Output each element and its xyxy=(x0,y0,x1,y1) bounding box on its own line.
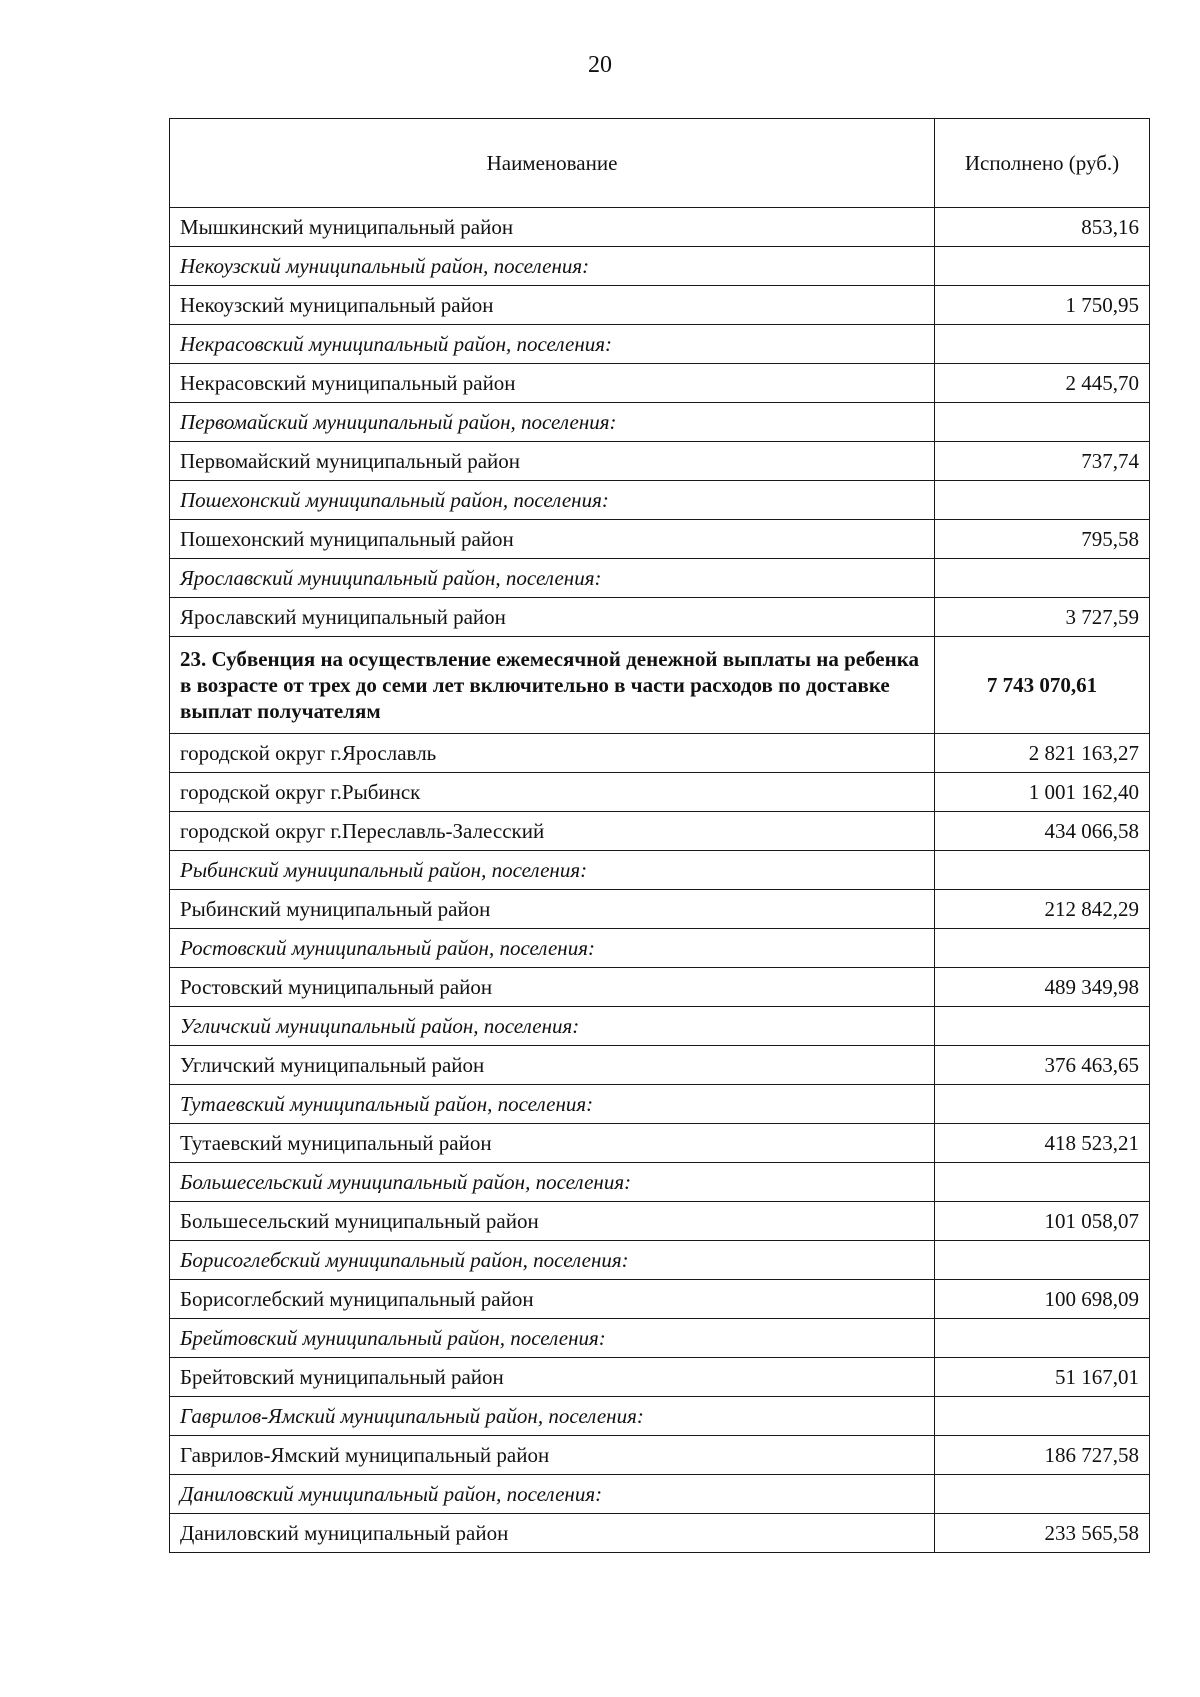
row-name: Ростовский муниципальный район xyxy=(170,968,935,1007)
row-value: 51 167,01 xyxy=(935,1358,1150,1397)
row-value xyxy=(935,929,1150,968)
table-row xyxy=(170,1358,1150,1397)
row-name: городской округ г.Ярославль xyxy=(170,734,935,773)
row-name: Некрасовский муниципальный район xyxy=(170,364,935,403)
table-row xyxy=(170,520,1150,559)
budget-table xyxy=(169,118,1150,1553)
row-value: 376 463,65 xyxy=(935,1046,1150,1085)
row-value xyxy=(935,247,1150,286)
row-value xyxy=(935,325,1150,364)
row-name: Пошехонский муниципальный район xyxy=(170,520,935,559)
table-body xyxy=(170,208,1150,1553)
row-value: 7 743 070,61 xyxy=(935,637,1150,734)
table-row xyxy=(170,1280,1150,1319)
row-value: 853,16 xyxy=(935,208,1150,247)
row-name: Некоузский муниципальный район, поселения: xyxy=(170,247,935,286)
table-row xyxy=(170,773,1150,812)
group-row xyxy=(170,403,1150,442)
group-row xyxy=(170,1085,1150,1124)
row-value xyxy=(935,1241,1150,1280)
row-value: 2 445,70 xyxy=(935,364,1150,403)
table-row xyxy=(170,1124,1150,1163)
row-name: Тутаевский муниципальный район, поселения: xyxy=(170,1085,935,1124)
row-value: 3 727,59 xyxy=(935,598,1150,637)
group-row xyxy=(170,559,1150,598)
header-value: Исполнено (руб.) xyxy=(935,119,1150,208)
row-value: 737,74 xyxy=(935,442,1150,481)
row-name: Даниловский муниципальный район, поселения: xyxy=(170,1475,935,1514)
row-name: Большесельский муниципальный район xyxy=(170,1202,935,1241)
row-name: Борисоглебский муниципальный район xyxy=(170,1280,935,1319)
row-value xyxy=(935,1007,1150,1046)
row-value xyxy=(935,481,1150,520)
row-name: Некоузский муниципальный район xyxy=(170,286,935,325)
row-value xyxy=(935,403,1150,442)
group-row xyxy=(170,1241,1150,1280)
row-value: 1 001 162,40 xyxy=(935,773,1150,812)
row-name: Пошехонский муниципальный район, поселения: xyxy=(170,481,935,520)
row-name: Ярославский муниципальный район xyxy=(170,598,935,637)
row-name: 23. Субвенция на осуществление ежемесячной денежной выплаты на ребенка в возрасте от трех до семи лет включительно в части расходов по доставке выплат получателям xyxy=(170,637,935,734)
row-name: Угличский муниципальный район xyxy=(170,1046,935,1085)
group-row xyxy=(170,1475,1150,1514)
row-value: 100 698,09 xyxy=(935,1280,1150,1319)
row-name: Рыбинский муниципальный район, поселения: xyxy=(170,851,935,890)
row-name: Гаврилов-Ямский муниципальный район xyxy=(170,1436,935,1475)
table-row xyxy=(170,286,1150,325)
row-value xyxy=(935,1163,1150,1202)
row-value: 795,58 xyxy=(935,520,1150,559)
row-value: 2 821 163,27 xyxy=(935,734,1150,773)
table-row xyxy=(170,734,1150,773)
row-value: 489 349,98 xyxy=(935,968,1150,1007)
row-value xyxy=(935,851,1150,890)
table-row xyxy=(170,364,1150,403)
table-row xyxy=(170,442,1150,481)
table-row xyxy=(170,1202,1150,1241)
header-name: Наименование xyxy=(170,119,935,208)
row-name: Мышкинский муниципальный район xyxy=(170,208,935,247)
table-row xyxy=(170,812,1150,851)
row-name: Ростовский муниципальный район, поселения: xyxy=(170,929,935,968)
table-header-row xyxy=(170,119,1150,208)
row-value: 434 066,58 xyxy=(935,812,1150,851)
row-name: Первомайский муниципальный район, поселения: xyxy=(170,403,935,442)
row-value: 212 842,29 xyxy=(935,890,1150,929)
group-row xyxy=(170,481,1150,520)
table-row xyxy=(170,1046,1150,1085)
table-row xyxy=(170,890,1150,929)
row-name: Некрасовский муниципальный район, поселения: xyxy=(170,325,935,364)
row-name: Ярославский муниципальный район, поселения: xyxy=(170,559,935,598)
page-number: 20 xyxy=(588,52,612,78)
group-row xyxy=(170,247,1150,286)
table-row xyxy=(170,968,1150,1007)
row-name: Даниловский муниципальный район xyxy=(170,1514,935,1553)
row-value: 1 750,95 xyxy=(935,286,1150,325)
row-value xyxy=(935,1085,1150,1124)
row-name: Рыбинский муниципальный район xyxy=(170,890,935,929)
group-row xyxy=(170,1007,1150,1046)
row-name: городской округ г.Рыбинск xyxy=(170,773,935,812)
group-row xyxy=(170,325,1150,364)
row-name: Борисоглебский муниципальный район, поселения: xyxy=(170,1241,935,1280)
row-value: 233 565,58 xyxy=(935,1514,1150,1553)
table-row xyxy=(170,1436,1150,1475)
section-row xyxy=(170,637,1150,734)
row-value: 418 523,21 xyxy=(935,1124,1150,1163)
row-name: Гаврилов-Ямский муниципальный район, поселения: xyxy=(170,1397,935,1436)
group-row xyxy=(170,1319,1150,1358)
row-value xyxy=(935,559,1150,598)
row-name: Первомайский муниципальный район xyxy=(170,442,935,481)
row-value xyxy=(935,1319,1150,1358)
table-row xyxy=(170,1514,1150,1553)
row-name: Брейтовский муниципальный район, поселения: xyxy=(170,1319,935,1358)
group-row xyxy=(170,1163,1150,1202)
group-row xyxy=(170,1397,1150,1436)
group-row xyxy=(170,851,1150,890)
row-name: Угличский муниципальный район, поселения: xyxy=(170,1007,935,1046)
table-row xyxy=(170,598,1150,637)
row-value xyxy=(935,1475,1150,1514)
row-name: Тутаевский муниципальный район xyxy=(170,1124,935,1163)
row-name: Брейтовский муниципальный район xyxy=(170,1358,935,1397)
row-value: 186 727,58 xyxy=(935,1436,1150,1475)
row-value xyxy=(935,1397,1150,1436)
row-value: 101 058,07 xyxy=(935,1202,1150,1241)
table-row xyxy=(170,208,1150,247)
row-name: Большесельский муниципальный район, поселения: xyxy=(170,1163,935,1202)
group-row xyxy=(170,929,1150,968)
row-name: городской округ г.Переславль-Залесский xyxy=(170,812,935,851)
